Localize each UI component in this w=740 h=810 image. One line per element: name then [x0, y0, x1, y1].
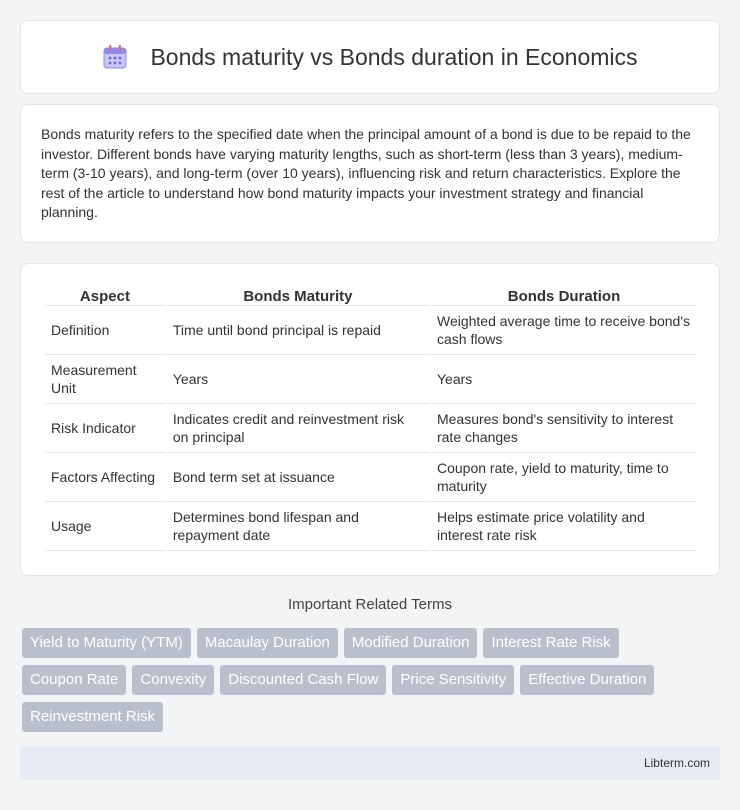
- tag-effective-duration[interactable]: Effective Duration: [520, 665, 654, 695]
- footer: [20, 746, 720, 780]
- table-cell: Measures bond's sensitivity to interest rate changes: [431, 404, 697, 453]
- related-terms-title: Important Related Terms: [288, 596, 452, 613]
- table-row: [45, 502, 697, 551]
- table-row: [45, 355, 697, 404]
- header-card: [20, 20, 720, 94]
- table-row: [45, 404, 697, 453]
- intro-card: [20, 104, 720, 243]
- table-cell: Years: [431, 355, 697, 404]
- tag-yield-to-maturity[interactable]: Yield to Maturity (YTM): [22, 628, 191, 658]
- header-aspect: Aspect: [45, 284, 165, 306]
- page-title: Bonds maturity vs Bonds duration in Economics: [150, 43, 638, 70]
- table-cell: Coupon rate, yield to maturity, time to maturity: [431, 453, 697, 502]
- tag-price-sensitivity[interactable]: Price Sensitivity: [392, 665, 514, 695]
- tag-discounted-cash-flow[interactable]: Discounted Cash Flow: [220, 665, 386, 695]
- related-terms-list: [22, 628, 722, 739]
- table-cell: Measurement Unit: [45, 355, 165, 404]
- tag-coupon-rate[interactable]: Coupon Rate: [22, 665, 126, 695]
- table-cell: Years: [167, 355, 429, 404]
- tag-macaulay-duration[interactable]: Macaulay Duration: [197, 628, 338, 658]
- comparison-table: [43, 284, 699, 551]
- table-cell: Time until bond principal is repaid: [167, 306, 429, 355]
- calendar-icon: [102, 44, 128, 70]
- table-row: [45, 306, 697, 355]
- footer-site-link[interactable]: Libterm.com: [643, 756, 710, 770]
- header-bonds-maturity: Bonds Maturity: [167, 284, 429, 306]
- table-cell: Risk Indicator: [45, 404, 165, 453]
- tag-convexity[interactable]: Convexity: [132, 665, 214, 695]
- table-cell: Indicates credit and reinvestment risk on principal: [167, 404, 429, 453]
- table-row: [45, 453, 697, 502]
- table-cell: Factors Affecting: [45, 453, 165, 502]
- tag-reinvestment-risk[interactable]: Reinvestment Risk: [22, 702, 163, 732]
- table-cell: Definition: [45, 306, 165, 355]
- intro-text: Bonds maturity refers to the specified date when the principal amount of a bond is due to be repaid to the investor. Different bonds have varying maturity lengths, such as short-term (less than 3 years), medium-term (3-10 years), and long-term (over 10 years), influencing risk and return characteristics. Explore the rest of the article to understand how bond maturity impacts your investment strategy and financial planning.: [41, 126, 691, 221]
- table-header-row: [45, 284, 697, 306]
- table-cell: Helps estimate price volatility and interest rate risk: [431, 502, 697, 551]
- comparison-card: [20, 263, 720, 576]
- tag-interest-rate-risk[interactable]: Interest Rate Risk: [483, 628, 618, 658]
- table-cell: Bond term set at issuance: [167, 453, 429, 502]
- header-bonds-duration: Bonds Duration: [431, 284, 697, 306]
- table-cell: Usage: [45, 502, 165, 551]
- tag-modified-duration[interactable]: Modified Duration: [344, 628, 478, 658]
- table-cell: Weighted average time to receive bond's cash flows: [431, 306, 697, 355]
- table-cell: Determines bond lifespan and repayment date: [167, 502, 429, 551]
